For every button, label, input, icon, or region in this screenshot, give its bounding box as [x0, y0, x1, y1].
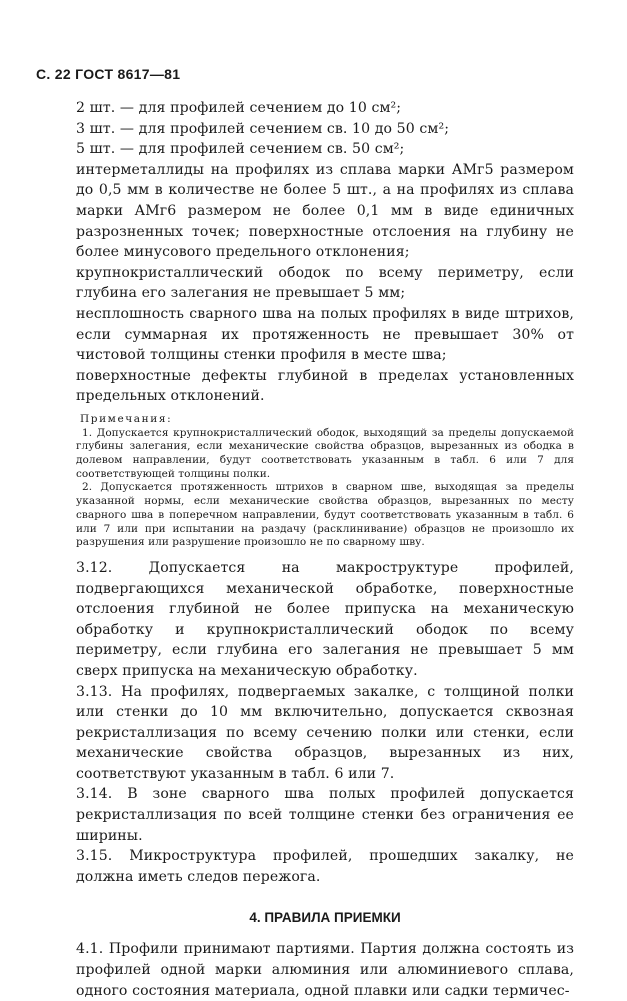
paragraph-rim: крупнокристаллический ободок по всему периметру, если глубина его залегания не превышает 5 мм;: [76, 264, 574, 302]
list-item: 2 шт. — для профилей сечением до 10 см²;: [76, 100, 402, 116]
paragraph-intermetallides: интерметаллиды на профилях из сплава марки АМг5 размером до 0,5 мм в количестве не более 5 шт., а на профилях из сплава марки АМг6 размером не более 0,1 мм в виде единичных разрозненных точек; поверхностные отслоения на глубину не более минусового предельного отклонения;: [76, 161, 574, 261]
page-header: С. 22 ГОСТ 8617—81: [36, 66, 181, 82]
main-text: [76, 98, 574, 1001]
note-item: 1. Допускается крупнокристаллический ободок, выходящий за пределы допускаемой глубины залегания, если механические свойства образцов, вырезанных из ободка в долевом направлении, будут соответствовать указанным в табл. 6 или 7 для соответствующей толщины полки.: [76, 426, 574, 480]
clause-3-14: 3.14. В зоне сварного шва полых профилей допускается рекристаллизация по всей толщине стенки без ограничения ее ширины.: [76, 786, 574, 844]
clause-3-15: 3.15. Микроструктура профилей, прошедших закалку, не должна иметь следов пережога.: [76, 848, 574, 885]
clause-3-13: 3.13. На профилях, подвергаемых закалке, с толщиной полки или стенки до 10 мм включительно, допускается сквозная рекристаллизация по всему сечению полки или стенки, если механические свойства образцов, вырезанных из них, соответствуют указанным в табл. 6 или 7.: [76, 683, 574, 782]
list-item: 5 шт. — для профилей сечением св. 50 см²;: [76, 141, 405, 158]
paragraph-weld-seam: несплошность сварного шва на полых профилях в виде штрихов, если суммарная их протяженность не превышает 30% от чистовой толщины стенки профиля в месте шва;: [76, 305, 574, 364]
clause-3-12: 3.12. Допускается на макроструктуре профилей, подвергающихся механической обработке, поверхностные отслоения глубиной не более припуска на механическую обработку и крупнокристаллический ободок по всему периметру, если глубина его залегания не превышает 5 мм сверх припуска на механическую обработку.: [76, 559, 574, 679]
paragraph-surface-defects: поверхностные дефекты глубиной в пределах установленных предельных отклонений.: [76, 367, 574, 405]
clause-4-1: 4.1. Профили принимают партиями. Партия должна состоять из профилей одной марки алюминия или алюминиевого сплава, одного состояния материала, одной плавки или садки термичес-: [76, 941, 574, 999]
section-title: 4. ПРАВИЛА ПРИЕМКИ: [249, 910, 401, 926]
list-item: 3 шт. — для профилей сечением св. 10 до 50 см²;: [76, 120, 450, 137]
notes-block: [76, 413, 574, 550]
note-item: 2. Допускается протяженность штрихов в сварном шве, выходящая за пределы указанной нормы, если механические свойства образцов, вырезанных по месту сварного шва в поперечном направлении, будут соответствовать указанным в табл. 6 или 7 или при испытании на раздачу (расклинивание) образцов не произошло их разрушения или разрушение произошло не по сварному шву.: [76, 481, 574, 549]
notes-title: Примечания:: [80, 412, 173, 425]
